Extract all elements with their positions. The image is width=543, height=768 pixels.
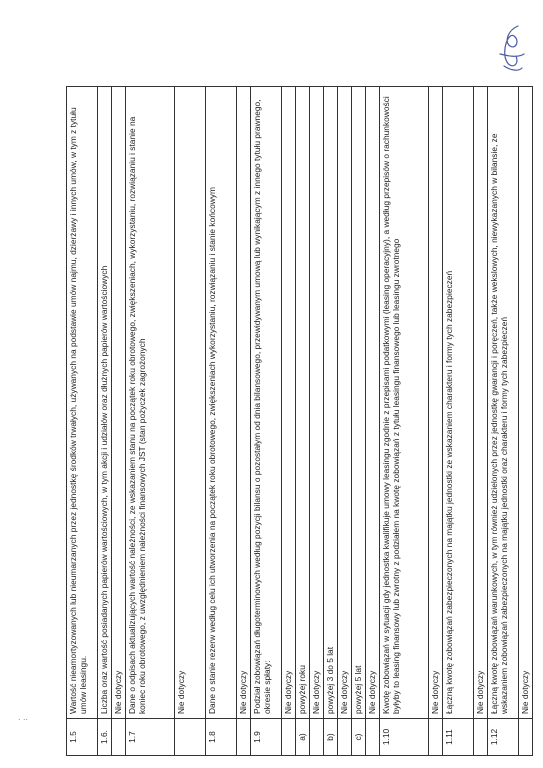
row-number: b) (324, 719, 338, 756)
row-text: powyżej roku (296, 87, 310, 719)
row-text: Dane o stanie rezerw według celu ich utworzenia na początek roku obrotowego, zwiększeniach wykorzystaniu, rozwiązaniu i stanie końcowym (206, 87, 237, 719)
row-text: powyżej 3 do 5 lat (324, 87, 338, 719)
row-number: 1.8 (206, 719, 237, 756)
table-row (251, 87, 282, 756)
row-text: Podział zobowiązań długoterminowych według pozycji bilansu o pozostałym od dnia bilansowego, przewidywanym umową lub wynikającym z innego tytułu prawnego, okresie spłaty: (251, 87, 282, 719)
row-text: Liczba oraz wartość posiadanych papierów wartościowych, w tym akcji i udziałów oraz dłużnych papierów wartościowych (98, 87, 112, 719)
handwritten-signature (490, 20, 530, 80)
row-number: 1.9 (251, 719, 282, 756)
table-row (429, 87, 443, 756)
row-number (112, 719, 126, 756)
row-number (474, 719, 488, 756)
row-text: powyżej 5 lat (352, 87, 366, 719)
row-number (519, 719, 533, 756)
table-row (112, 87, 126, 756)
row-text: Dane o odpisach aktualizujących wartość należności, ze wskazaniem stanu na początek roku obrotowego, zwiększeniach, wykorzystaniu, rozwiązaniu i stanie na koniec roku obrotowego, z uwzględnieniem należności finansowych JST (stan pożyczek zagrożonych (126, 87, 175, 719)
row-number: c) (352, 719, 366, 756)
table-row (67, 87, 98, 756)
row-text: Nie dotyczy (366, 87, 380, 719)
table-row (296, 87, 310, 756)
row-text: Nie dotyczy (282, 87, 296, 719)
table-row (366, 87, 380, 756)
row-number (175, 719, 206, 756)
row-number (338, 719, 352, 756)
table-row (175, 87, 206, 756)
row-text: Łączną kwotę zobowiązań warunkowych, w tym również udzielonych przez jednostkę gwarancji i poręczeń, także wekslowych, niewykazanych w bilansie, ze wskazaniem zobowiązań zabezpieczonych na majątku jednostki oraz charakteru i formy tych zabezpieczeń (488, 87, 519, 719)
table-row (352, 87, 366, 756)
row-number: 1.5 (67, 719, 98, 756)
row-number: 1.11 (443, 719, 474, 756)
row-number: a) (296, 719, 310, 756)
disclosure-table (66, 86, 533, 756)
row-text: Nie dotyczy (338, 87, 352, 719)
table-row (98, 87, 112, 756)
table-row (237, 87, 251, 756)
row-text: Nie dotyczy (112, 87, 126, 719)
table-row (443, 87, 474, 756)
row-number: 1.10 (380, 719, 429, 756)
row-number (429, 719, 443, 756)
row-text: Łączną kwotę zobowiązań zabezpieczonych na majątku jednostki ze wskazaniem charakteru i formy tych zabezpieczeń (443, 87, 474, 719)
table-row (310, 87, 324, 756)
table-row (126, 87, 175, 756)
row-text: Nie dotyczy (519, 87, 533, 719)
row-text: Nie dotyczy (175, 87, 206, 719)
table-row (474, 87, 488, 756)
rotated-page-content (66, 86, 530, 756)
table-row (206, 87, 237, 756)
row-text: Kwotę zobowiązań w sytuacji gdy jednostka kwalifikuje umowy leasingu zgodnie z przepisami podatkowymi (leasing operacyjny), a według przepisów o rachunkowości byłyby to leasing finansowy lub zwrotny z podziałem na kwotę zobowiązań z tytułu leasingu finansowego lub leasingu zwrotnego (380, 87, 429, 719)
row-number: 1.6. (98, 719, 112, 756)
row-number: 1.7 (126, 719, 175, 756)
table-row (488, 87, 519, 756)
row-number (366, 719, 380, 756)
row-number (310, 719, 324, 756)
table-row (519, 87, 533, 756)
row-number (237, 719, 251, 756)
row-text: Nie dotyczy (237, 87, 251, 719)
row-number (282, 719, 296, 756)
row-text: Nie dotyczy (474, 87, 488, 719)
row-text: Wartość nieamortyzowanych lub nieumarzanych przez jednostkę środków trwałych, używanych na podstawie umów najmu, dzierżawy i innych umów, w tym z tytułu umów leasingu. (67, 87, 98, 719)
table-row (324, 87, 338, 756)
row-number: 1.12 (488, 719, 519, 756)
row-text: Nie dotyczy (310, 87, 324, 719)
table-row (338, 87, 352, 756)
table-row (282, 87, 296, 756)
row-text: Nie dotyczy (429, 87, 443, 719)
table-row (380, 87, 429, 756)
scan-artifact: . .. (18, 712, 29, 722)
